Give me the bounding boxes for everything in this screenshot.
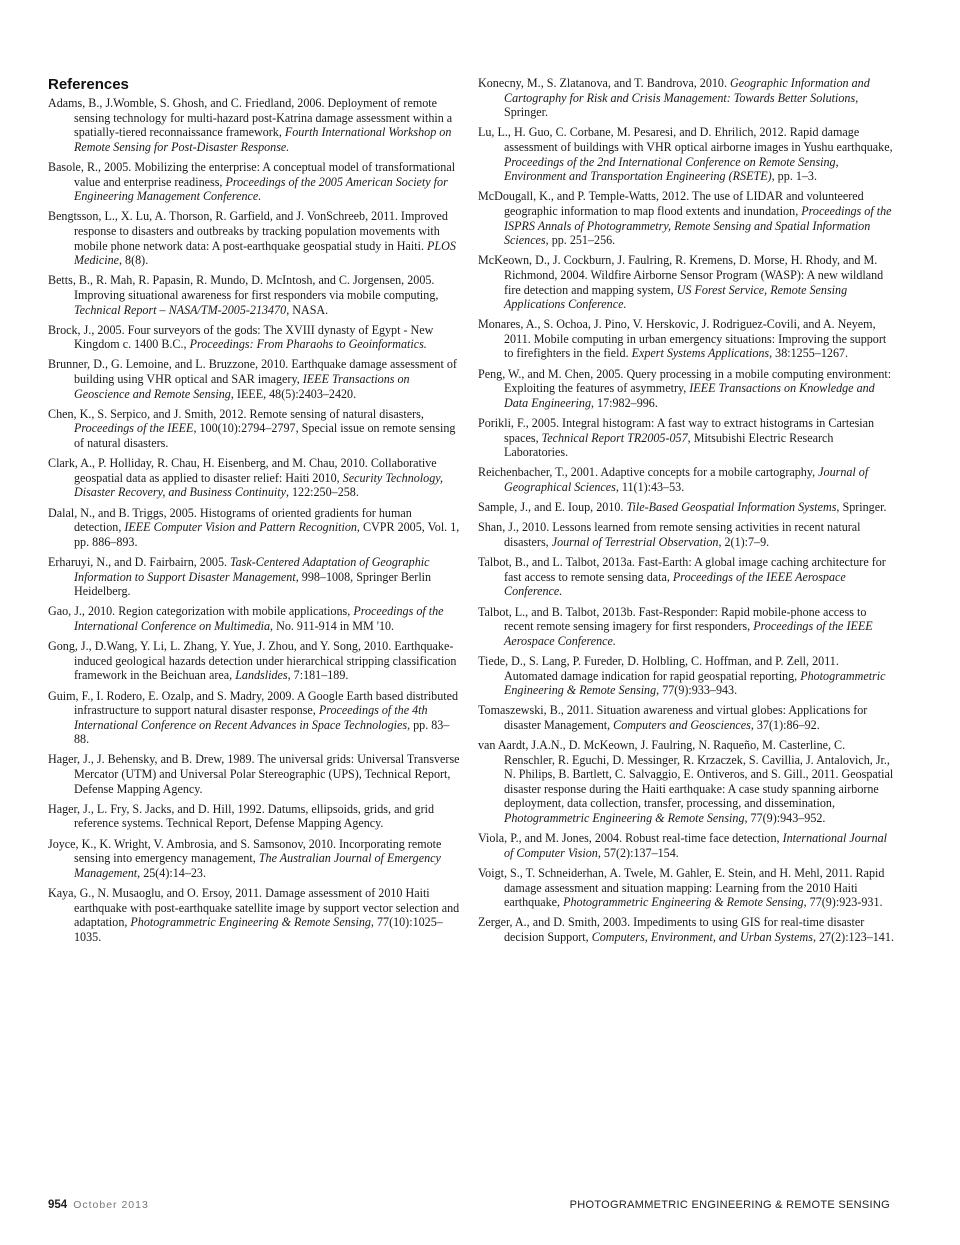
reference-title: Computers, Environment, and Urban Systems — [591, 929, 813, 944]
reference-text: , Mitsubishi Electric Research Laboratories. — [504, 430, 834, 460]
reference-text: Gong, J., D.Wang, Y. Li, L. Zhang, Y. Yue, J. Zhou, and Y. Song, 2010. Earthquake-induced geological hazards detection under hierarchical stripping classification framework in the Beichuan area, — [48, 639, 457, 683]
reference-text: , 77(10):1025–1035. — [74, 915, 443, 944]
reference-title: Photogrammetric Engineering & Remote Sensing — [563, 895, 804, 910]
reference-entry — [48, 323, 462, 352]
reference-entry — [478, 367, 894, 411]
reference-text: , 27(2):123–141. — [812, 929, 894, 944]
reference-text: , Springer. — [504, 90, 859, 120]
reference-entry — [478, 831, 894, 860]
reference-text: , 77(9):933–943. — [656, 683, 738, 698]
reference-title: Proceedings of the IEEE — [74, 421, 194, 436]
references-column-left — [48, 76, 462, 950]
reference-text: Gao, J., 2010. Region categorization with mobile applications, — [48, 604, 354, 619]
journal-name: PHOTOGRAMMETRIC ENGINEERING & REMOTE SENSING — [569, 1199, 890, 1211]
issue-date: October 2013 — [73, 1199, 149, 1211]
reference-text: Basole, R., 2005. Mobilizing the enterprise: A conceptual model of transformational value and enterprise readiness, — [48, 159, 456, 189]
reference-title: Computers and Geosciences — [613, 717, 751, 732]
reference-title: Technical Report TR2005-057 — [541, 430, 688, 445]
reference-title: Fourth International Workshop on Remote Sensing for Post-Disaster Response. — [74, 125, 452, 154]
reference-entry — [48, 802, 462, 831]
reference-entry — [48, 160, 462, 204]
reference-title: Proceedings of the International Conference on Multimedia — [74, 604, 444, 633]
reference-text: , 11(1):43–53. — [615, 480, 685, 494]
reference-text: Erharuyi, N., and D. Fairbairn, 2005. — [48, 554, 231, 569]
reference-title: Landslides — [235, 668, 288, 683]
reference-text: McDougall, K., and P. Temple-Watts, 2012. The use of LIDAR and volunteered geographic information to map flood extents and inundation, — [478, 189, 864, 218]
reference-title: Photogrammetric Engineering & Remote Sensing — [130, 915, 371, 930]
reference-text: Clark, A., P. Holliday, R. Chau, H. Eisenberg, and M. Chau, 2010. Collaborative geospatial data as applied to disaster relief: Haiti 2010, — [48, 456, 437, 485]
reference-text: Joyce, K., K. Wright, V. Ambrosia, and S. Samsonov, 2010. Incorporating remote sensing into emergency management, — [48, 836, 442, 866]
reference-title: Proceedings of the IEEE Aerospace Conference. — [504, 619, 873, 648]
reference-title: International Journal of Computer Vision — [504, 831, 888, 860]
reference-title: Geographic Information and Cartography for Risk and Crisis Management: Towards Better Solutions — [504, 76, 870, 105]
reference-title: Proceedings of the 2nd International Conference on Remote Sensing, Environment and Transportation Engineering (RSETE) — [504, 154, 839, 184]
reference-title: Photogrammetric Engineering & Remote Sensing — [504, 668, 886, 698]
reference-entry — [478, 465, 894, 494]
reference-text: , No. 911-914 in MM '10. — [270, 618, 395, 633]
reference-text: , IEEE, 48(5):2403–2420. — [230, 386, 357, 401]
page-number: 954 — [48, 1199, 68, 1211]
reference-title: Tile-Based Geospatial Information Systems — [626, 500, 837, 515]
reference-text: , 38:1255–1267. — [769, 346, 849, 361]
reference-text: , 77(9):923-931. — [803, 895, 883, 910]
reference-text: Kaya, G., N. Musaoglu, and O. Ersoy, 2011. Damage assessment of 2010 Haiti earthquake with post-earthquake satellite image by support vector selection and adaptation, — [48, 886, 460, 930]
reference-text: , 2(1):7–9. — [718, 534, 770, 549]
reference-text: Lu, L., H. Guo, C. Corbane, M. Pesaresi, and D. Ehrilich, 2012. Rapid damage assessment of buildings with VHR optical airborne images in Yushu earthquake, — [478, 125, 893, 154]
reference-entry — [48, 837, 462, 881]
reference-text: , 7:181–189. — [287, 668, 349, 683]
reference-entry — [48, 96, 462, 154]
reference-text: Tiede, D., S. Lang, P. Fureder, D. Holbling, C. Hoffman, and P. Zell, 2011. Automated damage indication for rapid geospatial reporting, — [478, 653, 839, 683]
reference-list-right — [478, 76, 894, 945]
reference-title: Proceedings of the ISPRS Annals of Photogrammetry, Remote Sensing and Spatial Information Sciences — [504, 203, 892, 248]
reference-text: , pp. 1–3. — [771, 169, 817, 184]
reference-text: Bengtsson, L., X. Lu, A. Thorson, R. Garfield, and J. VonSchreeb, 2011. Improved response to disasters and outbreaks by tracking population movements with mobile phone network data: A post-earthquake geospatial study in Haiti. — [48, 209, 448, 253]
reference-entry — [478, 555, 894, 599]
reference-title: IEEE Computer Vision and Pattern Recognition — [124, 520, 357, 535]
reference-text: Dalal, N., and B. Triggs, 2005. Histograms of oriented gradients for human detection, — [48, 505, 412, 535]
reference-entry — [478, 189, 894, 247]
reference-entry — [48, 357, 462, 401]
reference-text: McKeown, D., J. Cockburn, J. Faulring, R. Kremens, D. Morse, H. Rhody, and M. Richmond, 2004. Wildfire Airborne Sensor Program (WASP): A new wildland fire detection and mapping system, — [478, 253, 884, 297]
reference-title: Journal of Geographical Sciences — [504, 465, 869, 494]
reference-text: Adams, B., J.Womble, S. Ghosh, and C. Friedland, 2006. Deployment of remote sensing technology for multi-hazard post-Katrina damage assessment within a spatially-tiered reconnaissance framework, — [48, 96, 453, 140]
reference-text: , 100(10):2794–2797, Special issue on remote sensing of natural disasters. — [74, 421, 456, 451]
reference-list-left — [48, 96, 462, 944]
reference-text: , NASA. — [286, 302, 329, 317]
reference-entry — [478, 520, 894, 549]
reference-text: , 37(1):86–92. — [750, 717, 820, 732]
reference-title: Photogrammetric Engineering & Remote Sensing — [504, 811, 745, 826]
reference-text: Tomaszewski, B., 2011. Situation awareness and virtual globes: Applications for disaster Management, — [478, 703, 868, 732]
reference-text: Viola, P., and M. Jones, 2004. Robust real-time face detection, — [478, 831, 783, 846]
reference-text: Talbot, L., and B. Talbot, 2013b. Fast-Responder: Rapid mobile-phone access to recent remote sensing imagery for first responders, — [478, 604, 867, 634]
reference-entry — [48, 407, 462, 451]
reference-entry — [478, 738, 894, 826]
reference-text: Betts, B., R. Mah, R. Papasin, R. Mundo, D. McIntosh, and C. Jorgensen, 2005. Improving situational awareness for first responders via mobile computing, — [48, 273, 439, 302]
reference-entry — [48, 209, 462, 267]
reference-entry — [48, 639, 462, 683]
reference-text: van Aardt, J.A.N., D. McKeown, J. Faulring, N. Raqueño, M. Casterline, C. Renschler, R. Eguchi, D. Messinger, R. Krzaczek, S. Cavillia, J. Antalovich, Jr., N. Philips, B. Bartlett, C. Salvaggio, E. Ontiveros, and S. Gill., 2011. Geospatial disaster response during the Haiti earthquake: A case study spanning airborne deployment, data collection, transfer, processing, and dissemination, — [478, 738, 894, 811]
reference-text: Chen, K., S. Serpico, and J. Smith, 2012. Remote sensing of natural disasters, — [48, 406, 424, 421]
reference-text: , pp. 251–256. — [545, 233, 616, 248]
reference-text: , 57(2):137–154. — [597, 845, 679, 860]
reference-title: IEEE Transactions on Geoscience and Remote Sensing — [74, 372, 410, 401]
reference-title: US Forest Service, Remote Sensing Applications Conference. — [504, 282, 848, 312]
reference-title: Proceedings: From Pharaohs to Geoinformatics. — [189, 337, 427, 352]
reference-entry — [48, 555, 462, 599]
reference-entry — [478, 654, 894, 698]
footer-left — [48, 1199, 149, 1211]
reference-title: Expert Systems Applications — [631, 346, 770, 361]
reference-entry — [48, 886, 462, 944]
reference-text: , 25(4):14–23. — [137, 865, 207, 880]
reference-text: Hager, J., L. Fry, S. Jacks, and D. Hill, 1992. Datums, ellipsoids, grids, and grid reference systems. Technical Report, Defense Mapping Agency. — [48, 801, 435, 831]
reference-entry — [478, 866, 894, 910]
reference-text: , 998–1008, Springer Berlin Heidelberg. — [74, 569, 432, 599]
reference-entry — [48, 506, 462, 550]
reference-text: , Springer. — [836, 500, 887, 515]
reference-text: Shan, J., 2010. Lessons learned from remote sensing activities in recent natural disasters, — [478, 520, 861, 549]
reference-text: , 17:982–996. — [591, 395, 658, 410]
reference-text: Talbot, B., and L. Talbot, 2013a. Fast-Earth: A global image caching architecture for fast access to remote sensing data, — [478, 555, 886, 584]
reference-text: Monares, A., S. Ochoa, J. Pino, V. Herskovic, J. Rodriguez-Covili, and A. Neyem, 2011. Mobile computing in urban emergency situations: Improving the support to firefighters in the field. — [478, 317, 887, 361]
reference-title: IEEE Transactions on Knowledge and Data Engineering — [504, 381, 875, 410]
reference-title: Technical Report – NASA/TM-2005-213470 — [74, 302, 287, 317]
reference-entry — [478, 253, 894, 311]
reference-text: Hager, J., J. Behensky, and B. Drew, 1989. The universal grids: Universal Transverse Mercator (UTM) and Universal Polar Stereographic (UPS), Technical Report, Defense Mapping Agency. — [48, 752, 460, 796]
reference-title: Proceedings of the 2005 American Society for Engineering Management Conference. — [74, 174, 448, 204]
reference-title: Task-Centered Adaptation of Geographic Information to Support Disaster Management — [74, 554, 430, 584]
reference-title: Journal of Terrestrial Observation — [551, 534, 719, 549]
reference-text: , pp. 83–88. — [74, 717, 450, 747]
reference-title: Security Technology, Disaster Recovery, and Business Continuity — [74, 470, 443, 500]
reference-text: , 77(9):943–952. — [744, 811, 826, 826]
reference-title: Proceedings of the 4th International Conference on Recent Advances in Space Technologies — [74, 703, 428, 732]
reference-entry — [478, 125, 894, 183]
reference-entry — [478, 605, 894, 649]
reference-entry — [478, 500, 894, 515]
reference-text: Brock, J., 2005. Four surveyors of the gods: The XVIII dynasty of Egypt - New Kingdom c. 1400 B.C., — [48, 322, 434, 352]
reference-entry — [478, 915, 894, 944]
reference-entry — [478, 317, 894, 361]
reference-entry — [48, 273, 462, 317]
references-heading: References — [48, 76, 129, 93]
reference-text: , CVPR 2005, Vol. 1, pp. 886–893. — [74, 520, 460, 549]
reference-entry — [48, 752, 462, 796]
reference-text: Guim, F., I. Rodero, E. Ozalp, and S. Madry, 2009. A Google Earth based distributed infrastructure to support natural disaster response, — [48, 688, 459, 718]
reference-entry — [48, 604, 462, 633]
reference-text: Zerger, A., and D. Smith, 2003. Impediments to using GIS for real-time disaster decision Support, — [478, 915, 865, 944]
page-footer — [48, 1199, 890, 1217]
reference-text: Brunner, D., G. Lemoine, and L. Bruzzone, 2010. Earthquake damage assessment of building using VHR optical and SAR imagery, — [48, 357, 457, 387]
reference-text: Konecny, M., S. Zlatanova, and T. Bandrova, 2010. — [478, 76, 731, 90]
reference-text: Peng, W., and M. Chen, 2005. Query processing in a mobile computing environment: Exploiting the features of asymmetry, — [478, 366, 892, 396]
reference-text: Voigt, S., T. Schneiderhan, A. Twele, M. Gahler, E. Stein, and H. Mehl, 2011. Rapid damage assessment and situation mapping: Learning from the 2010 Haiti earthquake, — [478, 866, 885, 910]
reference-title: Proceedings of the IEEE Aerospace Conference. — [504, 569, 846, 599]
reference-entry — [478, 416, 894, 460]
reference-title: PLOS Medicine — [74, 238, 456, 268]
reference-entry — [48, 456, 462, 500]
reference-text: Sample, J., and E. Ioup, 2010. — [478, 500, 627, 515]
reference-entry — [48, 689, 462, 747]
reference-entry — [478, 76, 894, 120]
reference-text: , 8(8). — [119, 253, 149, 268]
reference-title: The Australian Journal of Emergency Management — [74, 851, 441, 880]
reference-text: Porikli, F., 2005. Integral histogram: A fast way to extract histograms in Cartesian spaces, — [478, 416, 875, 445]
reference-entry — [478, 703, 894, 732]
reference-text: Reichenbacher, T., 2001. Adaptive concepts for a mobile cartography, — [478, 465, 819, 480]
references-column-right — [478, 76, 894, 950]
reference-text: , 122:250–258. — [285, 485, 359, 500]
